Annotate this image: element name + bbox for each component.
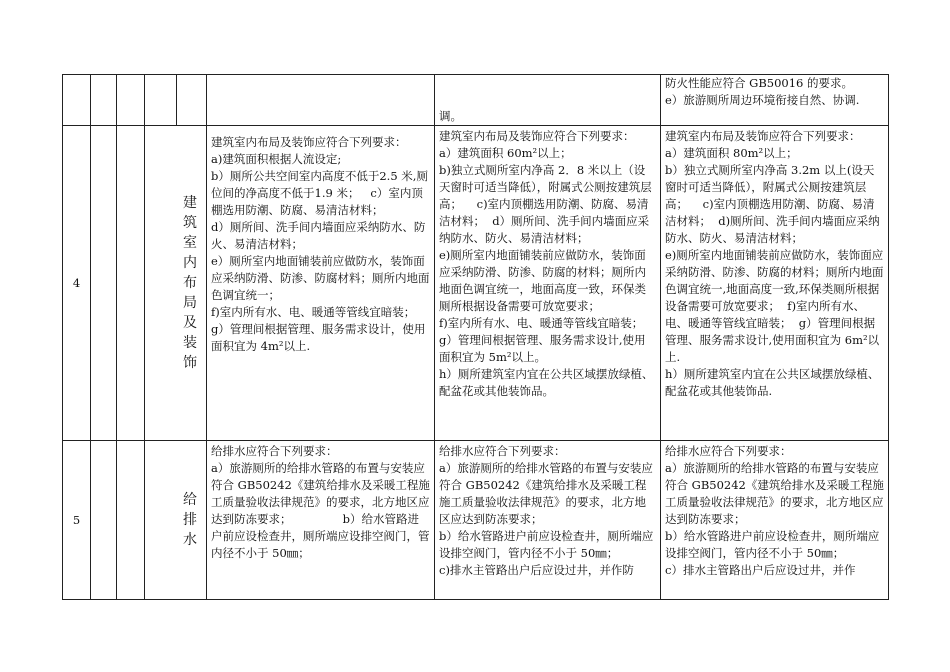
category-cell: [177, 75, 207, 126]
row-number: 4: [63, 126, 91, 441]
spacer-cell: [117, 126, 145, 441]
requirement-cell: 给排水应符合下列要求： a）旅游厕所的给排水管路的布置与安装应符合 GB50242《建筑给排水及采暖工程施工质量验收法律规范》的要求，北方地区应达到防冻要求； b）给水管路进户前应设检查井，厕所端应设排空阀门，管内径不小于 50㎜； c)排水主管路出户后应设过井，并作防: [435, 441, 661, 600]
requirement-cell: 防火性能应符合 GB50016 的要求。 e）旅游厕所周边环境衔接自然、协调.: [661, 75, 889, 126]
requirement-cell: 建筑室内布局及装饰应符合下列要求： a）建筑面积 60m²以上； b)独立式厕所室内净高 2．8 米以上（设天窗时可适当降低），附属式公厕按建筑层高； c)室内顶棚选用防潮、防腐、易清洁材料； d）厕所间、洗手间内墙面应采纳防水、防火、易清洁材料； e)厕所室内地面铺装前应做防水，装饰面应采纳防滑、防渗、防腐的材料；厕所内地面色调宜统一，地面高度一致，环保类厕所根据设备需要可放宽要求； f)室内所有水、电、暖通等管线宜暗装； g）管理间根据管理、服务需求设计,使用面积宜为 5m²以上。 h）厕所建筑室内宜在公共区域摆放绿植、配盆花或其他装饰品。: [435, 126, 661, 441]
spacer-cell: [117, 75, 145, 126]
requirement-cell: 建筑室内布局及装饰应符合下列要求： a)建筑面积根据人流设定; b）厕所公共空间室内高度不低于2.5 米,厕位间的净高度不低于1.9 米； c）室内顶棚选用防潮、防腐、易清洁材料； d）厕所间、洗手间内墙面应采纳防水、防火、易清洁材料； e）厕所室内地面铺装前应做防水，装饰面应采纳防滑、防渗、防腐材料；厕所内地面色调宜统一； f)室内所有水、电、暖通等管线宜暗装； g）管理间根据管理、服务需求设计，使用面积宜为 4m²以上.: [207, 126, 435, 441]
category-cell: 建筑室内布局及装饰: [145, 126, 207, 441]
spacer-cell: [117, 441, 145, 600]
requirement-cell: 给排水应符合下列要求： a）旅游厕所的给排水管路的布置与安装应符合 GB50242《建筑给排水及采暖工程施工质量验收法律规范》的要求，北方地区应达到防冻要求； b）给水管路进户前应设检查井，厕所端应设排空阀门，管内径不小于 50㎜； c）排水主管路出户后应设过井，并作: [661, 441, 889, 600]
table-row: [63, 441, 889, 600]
spacer-cell: [145, 75, 177, 126]
requirement-cell: 建筑室内布局及装饰应符合下列要求： a）建筑面积 80m²以上； b）独立式厕所室内净高 3.2m 以上(设天窗时可适当降低），附属式公厕按建筑层高； c)室内顶棚选用防潮、防腐、易清洁材料； d)厕所间、洗手间内墙面应采纳防水、防火、易清洁材料； e)厕所室内地面铺装前应做防水，装饰面应采纳防滑、防渗、防腐的材料；厕所内地面色调宜统一,地面高度一致,环保类厕所根据设备需要可放宽要求； f)室内所有水、电、暖通等管线宜暗装； g）管理间根据管理、服务需求设计,使用面积宜为 6m²以上. h）厕所建筑室内宜在公共区域摆放绿植、配盆花或其他装饰品.: [661, 126, 889, 441]
standards-table: [62, 74, 889, 600]
category-cell: 给排水: [145, 441, 207, 600]
requirement-cell: 给排水应符合下列要求： a）旅游厕所的给排水管路的布置与安装应符合 GB50242《建筑给排水及采暖工程施工质量验收法律规范》的要求，北方地区应达到防冻要求； b）给水管路进户前应设检查井，厕所端应设排空阀门，管内径不小于 50㎜；: [207, 441, 435, 600]
row-number: 5: [63, 441, 91, 600]
spacer-cell: [91, 126, 117, 441]
table-row: [63, 126, 889, 441]
spacer-cell: [91, 75, 117, 126]
row-number: [63, 75, 91, 126]
table-row: [63, 75, 889, 126]
requirement-cell: [207, 75, 435, 126]
requirement-cell: 调。: [435, 75, 661, 126]
spacer-cell: [91, 441, 117, 600]
